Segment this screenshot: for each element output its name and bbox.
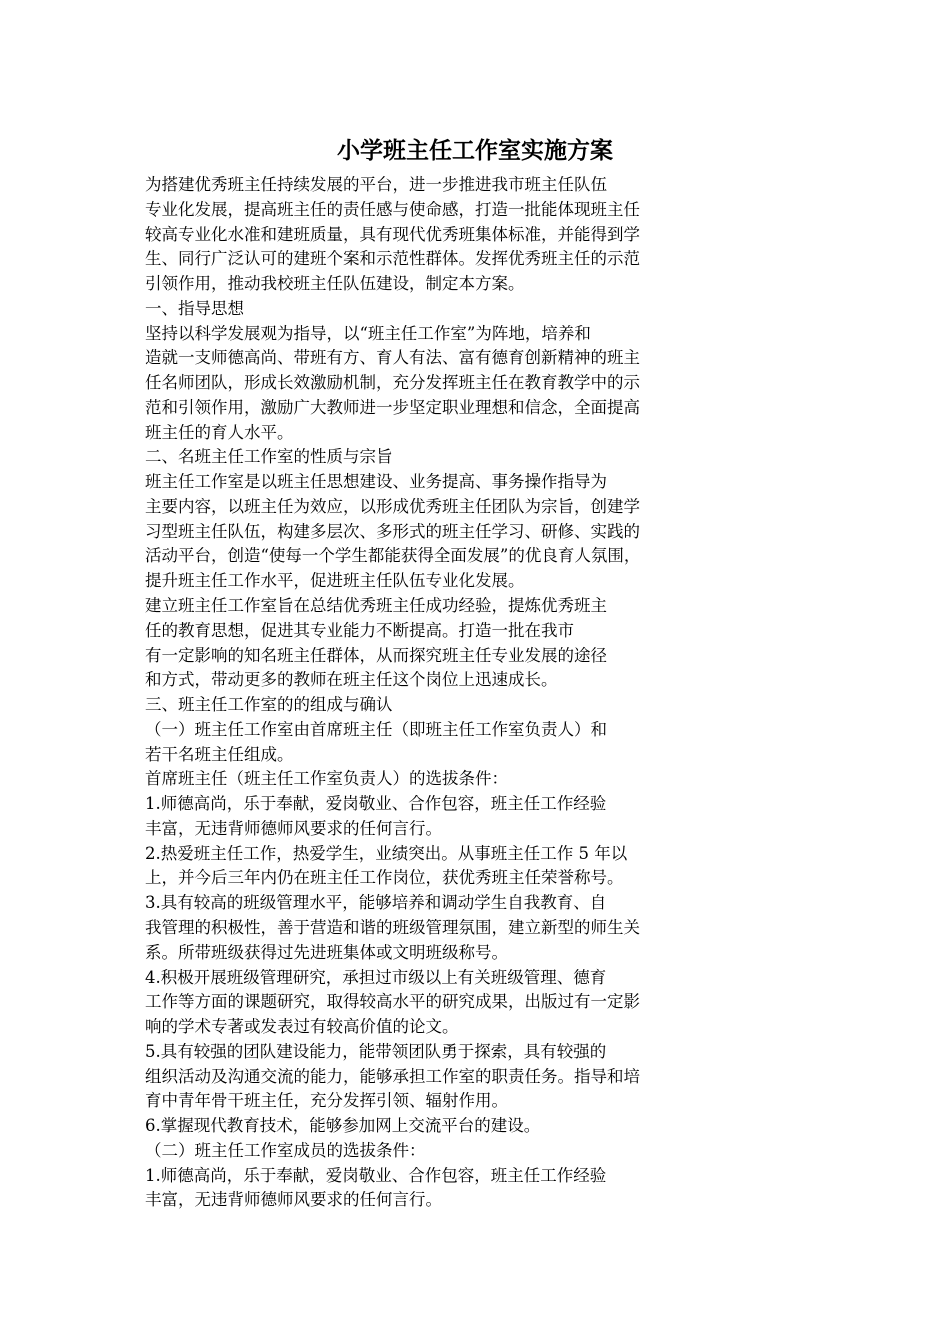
text-line: 工作等方面的课题研究，取得较高水平的研究成果，出版过有一定影: [145, 992, 640, 1012]
text-line: 提升班主任工作水平，促进班主任队伍专业化发展。: [145, 571, 525, 591]
text-line: 6.掌握现代教育技术，能够参加网上交流平台的建设。: [145, 1116, 541, 1136]
text-line: 丰富，无违背师德师风要求的任何言行。: [145, 1190, 442, 1210]
text-line: 1.师德高尚，乐于奉献，爱岗敬业、合作包容，班主任工作经验: [145, 794, 607, 814]
document-title: 小学班主任工作室实施方案: [337, 137, 613, 164]
text-line: 有一定影响的知名班主任群体，从而探究班主任专业发展的途径: [145, 645, 607, 665]
text-line: 生、同行广泛认可的建班个案和示范性群体。发挥优秀班主任的示范: [145, 249, 640, 269]
text-line: （二）班主任工作室成员的选拔条件：: [145, 1140, 426, 1160]
text-line: 3.具有较高的班级管理水平，能够培养和调动学生自我教育、自: [145, 893, 607, 913]
text-line: 响的学术专著或发表过有较高价值的论文。: [145, 1017, 459, 1037]
text-line: 二、名班主任工作室的性质与宗旨: [145, 447, 393, 467]
text-line: 系。所带班级获得过先进班集体或文明班级称号。: [145, 942, 508, 962]
text-line: 任名师团队，形成长效激励机制，充分发挥班主任在教育教学中的示: [145, 373, 640, 393]
text-line: 5.具有较强的团队建设能力，能带领团队勇于探索，具有较强的: [145, 1041, 607, 1061]
text-line: 任的教育思想，促进其专业能力不断提高。打造一批在我市: [145, 620, 574, 640]
text-line: 班主任工作室是以班主任思想建设、业务提高、事务操作指导为: [145, 472, 607, 492]
text-line: 引领作用，推动我校班主任队伍建设，制定本方案。: [145, 274, 525, 294]
text-line: 和方式，带动更多的教师在班主任这个岗位上迅速成长。: [145, 670, 558, 690]
text-line: （一）班主任工作室由首席班主任（即班主任工作室负责人）和: [145, 719, 607, 739]
text-line: 活动平台，创造“使每一个学生都能获得全面发展”的优良育人氛围，: [145, 546, 641, 566]
text-line: 4.积极开展班级管理研究，承担过市级以上有关班级管理、德育: [145, 967, 607, 987]
text-line: 范和引领作用，激励广大教师进一步坚定职业理想和信念，全面提高: [145, 397, 640, 417]
text-line: 上，并今后三年内仍在班主任工作岗位，获优秀班主任荣誉称号。: [145, 868, 624, 888]
text-line: 组织活动及沟通交流的能力，能够承担工作室的职责任务。指导和培: [145, 1066, 640, 1086]
text-line: 1.师德高尚，乐于奉献，爱岗敬业、合作包容，班主任工作经验: [145, 1165, 607, 1185]
text-line: 习型班主任队伍，构建多层次、多形式的班主任学习、研修、实践的: [145, 521, 640, 541]
document-body: [145, 173, 745, 1213]
text-line: 为搭建优秀班主任持续发展的平台，进一步推进我市班主任队伍: [145, 175, 607, 194]
text-line: 育中青年骨干班主任，充分发挥引领、辐射作用。: [145, 1091, 508, 1111]
text-line: 较高专业化水准和建班质量，具有现代优秀班集体标准，并能得到学: [145, 224, 640, 244]
text-line: 2.热爱班主任工作，热爱学生，业绩突出。从事班主任工作 5 年以: [145, 843, 628, 863]
text-line: 若干名班主任组成。: [145, 744, 294, 764]
text-line: 首席班主任（班主任工作室负责人）的选拔条件：: [145, 769, 508, 789]
text-line: 造就一支师德高尚、带班有方、育人有法、富有德育创新精神的班主: [145, 348, 640, 368]
text-line: 建立班主任工作室旨在总结优秀班主任成功经验，提炼优秀班主: [145, 596, 607, 616]
text-line: 专业化发展，提高班主任的责任感与使命感，打造一批能体现班主任: [145, 199, 640, 219]
text-line: 我管理的积极性，善于营造和谐的班级管理氛围，建立新型的师生关: [145, 917, 640, 937]
text-line: 一、指导思想: [145, 298, 244, 318]
text-line: 坚持以科学发展观为指导，以“班主任工作室”为阵地，培养和: [145, 323, 591, 343]
text-line: 丰富，无违背师德师风要求的任何言行。: [145, 818, 442, 838]
text-line: 主要内容，以班主任为效应，以形成优秀班主任团队为宗旨，创建学: [145, 496, 640, 516]
text-line: 班主任的育人水平。: [145, 422, 294, 442]
text-line: 三、班主任工作室的的组成与确认: [145, 695, 393, 715]
